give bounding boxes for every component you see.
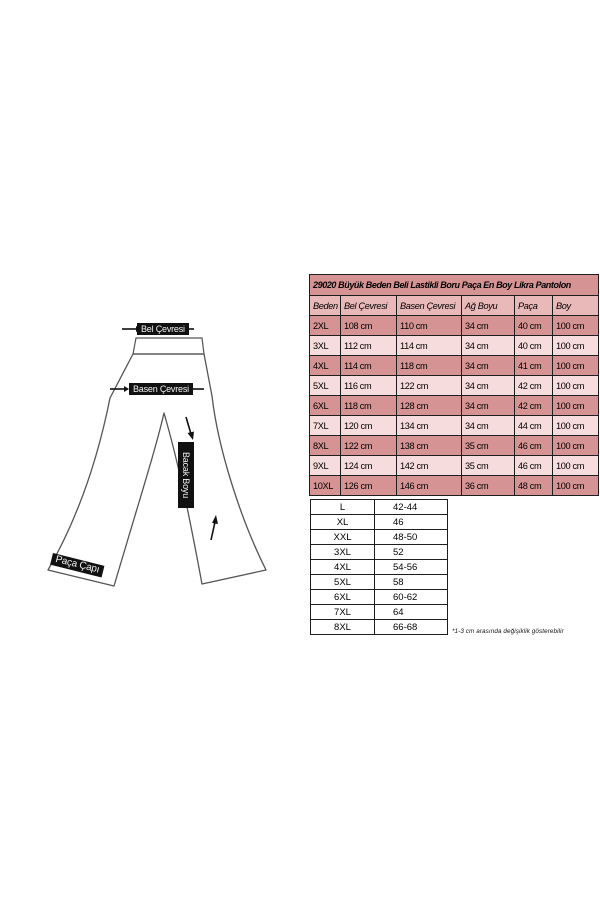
table-cell: 34 cm <box>462 416 515 436</box>
table-row <box>310 456 599 476</box>
table-cell: 60-62 <box>375 590 448 605</box>
pants-outline-icon <box>40 318 280 600</box>
table-cell: 118 cm <box>341 396 397 416</box>
table-cell: 48-50 <box>375 530 448 545</box>
table-cell: 58 <box>375 575 448 590</box>
table-row <box>310 396 599 416</box>
size-conversion-table <box>310 499 448 635</box>
table-row <box>310 316 599 336</box>
table-cell: 3XL <box>311 545 375 560</box>
table-cell: 3XL <box>310 336 341 356</box>
table-cell: 6XL <box>311 590 375 605</box>
table-cell: 4XL <box>311 560 375 575</box>
table-row <box>311 500 448 515</box>
inseam-label: Bacak Boyu <box>181 451 191 499</box>
table-cell: 114 cm <box>341 356 397 376</box>
tolerance-note: *1-3 cm arasında değişiklik gösterebilir <box>452 628 564 635</box>
table-cell: 9XL <box>310 456 341 476</box>
table-row <box>311 515 448 530</box>
hip-label: Basen Çevresi <box>129 383 193 395</box>
table-cell: 100 cm <box>553 316 599 336</box>
table-cell: 5XL <box>311 575 375 590</box>
table-cell: 138 cm <box>397 436 462 456</box>
table-cell: 52 <box>375 545 448 560</box>
table-cell: 100 cm <box>553 416 599 436</box>
table-cell: 34 cm <box>462 396 515 416</box>
table-cell: 118 cm <box>397 356 462 376</box>
table-cell: 128 cm <box>397 396 462 416</box>
column-header: Basen Çevresi <box>397 296 462 316</box>
table-cell: 40 cm <box>515 316 553 336</box>
column-header: Bel Çevresi <box>341 296 397 316</box>
table-cell: 35 cm <box>462 456 515 476</box>
table-cell: L <box>311 500 375 515</box>
table-row <box>311 530 448 545</box>
table-cell: 46 <box>375 515 448 530</box>
table-cell: 146 cm <box>397 476 462 496</box>
pants-diagram <box>40 318 280 600</box>
table-cell: 8XL <box>311 620 375 635</box>
table-cell: 100 cm <box>553 376 599 396</box>
table-row <box>310 376 599 396</box>
table-cell: 122 cm <box>397 376 462 396</box>
table-cell: 110 cm <box>397 316 462 336</box>
table-row <box>310 356 599 376</box>
table-cell: 7XL <box>310 416 341 436</box>
column-header: Beden <box>310 296 341 316</box>
table-cell: 100 cm <box>553 396 599 416</box>
table-cell: 34 cm <box>462 376 515 396</box>
table-cell: 66-68 <box>375 620 448 635</box>
table-row <box>310 416 599 436</box>
table-row <box>310 336 599 356</box>
table-cell: 116 cm <box>341 376 397 396</box>
table-cell: 44 cm <box>515 416 553 436</box>
table-cell: 142 cm <box>397 456 462 476</box>
table-cell: 4XL <box>310 356 341 376</box>
table-cell: 126 cm <box>341 476 397 496</box>
table-row <box>311 605 448 620</box>
table-cell: 41 cm <box>515 356 553 376</box>
table-cell: 8XL <box>310 436 341 456</box>
table-cell: 2XL <box>310 316 341 336</box>
table-cell: 35 cm <box>462 436 515 456</box>
column-header: Paça <box>515 296 553 316</box>
table-cell: 100 cm <box>553 356 599 376</box>
table-cell: 64 <box>375 605 448 620</box>
table-row <box>311 590 448 605</box>
table-cell: 112 cm <box>341 336 397 356</box>
table-cell: 100 cm <box>553 476 599 496</box>
hem-label: Paça Çapı <box>50 553 104 577</box>
table-cell: 48 cm <box>515 476 553 496</box>
table-cell: 54-56 <box>375 560 448 575</box>
table-cell: 100 cm <box>553 456 599 476</box>
column-header: Boy <box>553 296 599 316</box>
waist-label: Bel Çevresi <box>137 323 189 335</box>
table-row <box>310 476 599 496</box>
column-header: Ağ Boyu <box>462 296 515 316</box>
table-cell: 108 cm <box>341 316 397 336</box>
table-cell: 124 cm <box>341 456 397 476</box>
size-chart-title: 29020 Büyük Beden Beli Lastikli Boru Paça En Boy Likra Pantolon <box>310 275 599 296</box>
table-cell: 134 cm <box>397 416 462 436</box>
table-cell: 42 cm <box>515 376 553 396</box>
table-cell: 100 cm <box>553 336 599 356</box>
table-row <box>311 545 448 560</box>
table-cell: XL <box>311 515 375 530</box>
size-chart-table <box>309 274 599 496</box>
table-cell: 6XL <box>310 396 341 416</box>
table-row <box>310 436 599 456</box>
table-cell: 34 cm <box>462 316 515 336</box>
table-row <box>311 575 448 590</box>
table-cell: 100 cm <box>553 436 599 456</box>
table-cell: 5XL <box>310 376 341 396</box>
table-cell: 46 cm <box>515 456 553 476</box>
table-cell: 46 cm <box>515 436 553 456</box>
table-cell: 36 cm <box>462 476 515 496</box>
inseam-label-box <box>178 442 194 508</box>
table-cell: 10XL <box>310 476 341 496</box>
table-cell: 120 cm <box>341 416 397 436</box>
table-cell: 34 cm <box>462 336 515 356</box>
table-cell: 122 cm <box>341 436 397 456</box>
table-cell: 114 cm <box>397 336 462 356</box>
table-cell: 34 cm <box>462 356 515 376</box>
table-cell: 42 cm <box>515 396 553 416</box>
table-cell: 7XL <box>311 605 375 620</box>
table-row <box>311 620 448 635</box>
table-cell: 42-44 <box>375 500 448 515</box>
table-cell: XXL <box>311 530 375 545</box>
table-row <box>311 560 448 575</box>
table-cell: 40 cm <box>515 336 553 356</box>
